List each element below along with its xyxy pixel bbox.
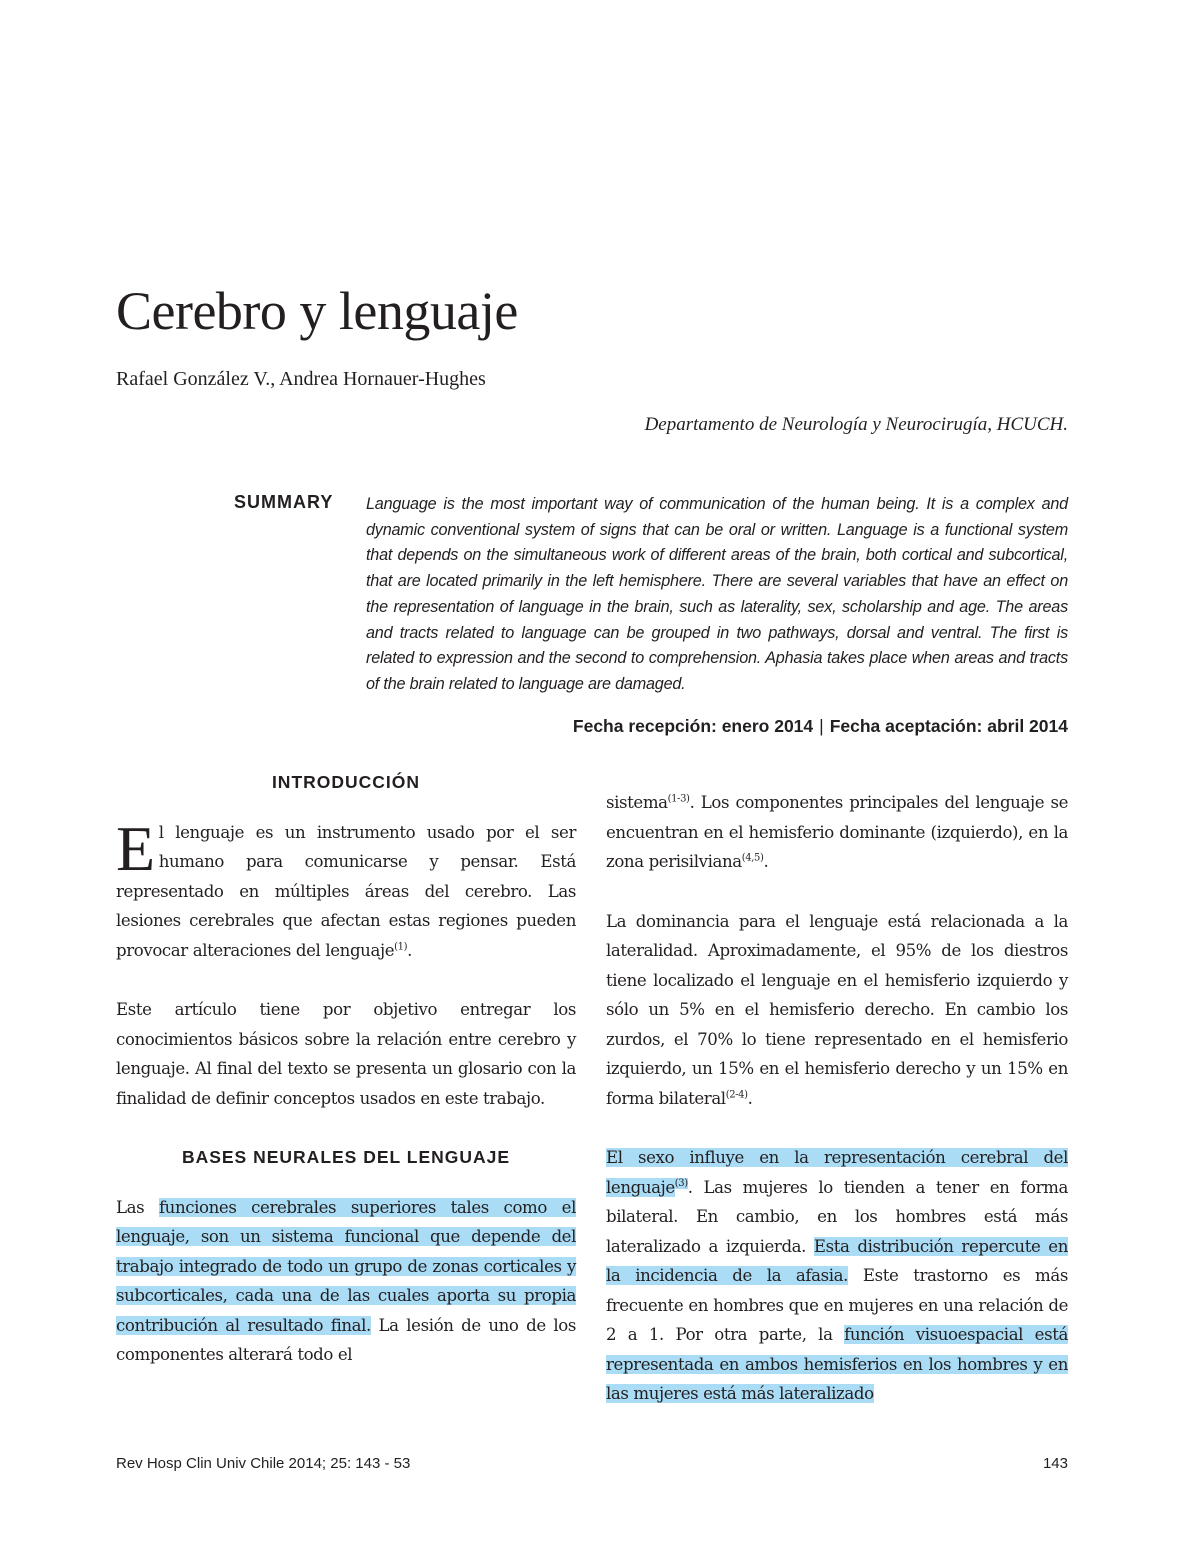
article-dates bbox=[573, 716, 1068, 737]
reference: (1) bbox=[394, 940, 408, 952]
article-affiliation: Departamento de Neurología y Neurocirugía, HCUCH. bbox=[644, 414, 1068, 435]
intro-paragraph-1[interactable] bbox=[116, 812, 576, 966]
right-column bbox=[606, 788, 1068, 1439]
date-accepted: Fecha aceptación: abril 2014 bbox=[829, 716, 1068, 736]
highlight-span[interactable]: son un sistema funcional que depende del trabajo integrado de todo un grupo de zonas corticales y subcorticales, cada una de las cuales aporta su propia contribución al resultado final. bbox=[116, 1227, 576, 1335]
text-span: . Los componentes principales del lenguaje se encuentran en el hemisferio dominante (izquierdo), en la zona perisilviana bbox=[606, 793, 1068, 871]
text-span: Las bbox=[116, 1197, 159, 1217]
page-number: 143 bbox=[1042, 1455, 1068, 1472]
summary-label: SUMMARY bbox=[234, 492, 334, 512]
reference: (1-3) bbox=[667, 793, 690, 805]
text-span: La dominancia para el lenguaje está relacionada a la lateralidad. Aproximadamente, el 95% de los diestros tiene localizado el lenguaje en el hemisferio izquierdo y sólo un 5% en el hemisferio derecho. En cambio los zurdos, el 70% lo tiene representado en el hemisferio izquierdo, un 15% en el hemisferio derecho y un 15% en forma bilateral bbox=[606, 911, 1068, 1108]
text-span: La lesión de uno de los componentes alterará todo el bbox=[116, 1315, 576, 1364]
reference: (2-4) bbox=[725, 1088, 748, 1100]
text-span: Este trastorno es más frecuente en hombres que en mujeres en una relación de 2 a 1. Por otra parte, la bbox=[606, 1266, 1068, 1344]
section-heading-introduccion: INTRODUCCIÓN bbox=[271, 772, 421, 792]
summary-text: Language is the most important way of communication of the human being. It is a complex and dynamic conventional system of signs that can be oral or written. Language is a functional system that depends on the simultaneous work of different areas of the brain, both cortical and subcortical, that are located primarily in the left hemisphere. There are several variables that have an effect on the representation of language in the brain, such as laterality, sex, scholarship and age. The areas and tracts related to language can be grouped in two pathways, dorsal and ventral. The first is related to expression and the second to comprehension. Aphasia takes place when areas and tracts of the brain related to language are damaged. bbox=[366, 495, 1068, 693]
right-paragraph-2[interactable] bbox=[606, 907, 1068, 1114]
highlight-span[interactable]: función visuoespacial está representada en ambos hemisferios en los hombres y en las mujeres está más lateralizado bbox=[606, 1325, 1068, 1403]
highlight-span[interactable]: El sexo influye en la representación cerebral del lenguaje bbox=[606, 1148, 1068, 1197]
date-received: Fecha recepción: enero 2014 bbox=[572, 716, 814, 736]
bases-paragraph-1[interactable] bbox=[116, 1193, 576, 1370]
article-title: Cerebro y lenguaje bbox=[116, 281, 518, 341]
footer-citation: Rev Hosp Clin Univ Chile 2014; 25: 143 - 53 bbox=[116, 1455, 411, 1472]
date-separator: | bbox=[819, 716, 824, 736]
highlight-span[interactable]: Esta distribución repercute en la incidencia de la afasia. bbox=[606, 1236, 1068, 1285]
drop-cap: E bbox=[116, 812, 155, 884]
right-paragraph-1[interactable] bbox=[606, 788, 1068, 877]
left-column bbox=[116, 768, 576, 1400]
section-heading-bases-neurales: BASES NEURALES DEL LENGUAJE bbox=[181, 1147, 511, 1167]
reference: (3) bbox=[674, 1177, 688, 1189]
intro-paragraph-1-text: l lenguaje es un instrumento usado por el ser humano para comunicarse y pensar. Está representado en múltiples áreas del cerebro. Las lesiones cerebrales que afectan estas regiones pueden provocar alteraciones del lenguaje bbox=[116, 822, 576, 960]
punctuation: . bbox=[407, 940, 412, 960]
reference: (4,5) bbox=[741, 852, 764, 864]
article-authors: Rafael González V., Andrea Hornauer-Hughes bbox=[116, 368, 486, 390]
text-span: sistema bbox=[606, 793, 668, 812]
punctuation: . bbox=[747, 1088, 753, 1108]
highlight-span[interactable]: funciones cerebrales superiores tales como el lenguaje, bbox=[116, 1197, 576, 1246]
intro-paragraph-2[interactable]: Este artículo tiene por objetivo entregar los conocimientos básicos sobre la relación entre cerebro y lenguaje. Al final del texto se presenta un glosario con la finalidad de definir conceptos usados en este trabajo. bbox=[116, 1000, 576, 1108]
right-paragraph-3[interactable] bbox=[606, 1143, 1068, 1409]
punctuation: . bbox=[763, 852, 769, 871]
text-span: . Las mujeres lo tienden a tener en forma bilateral. En cambio, en los hombres está más lateralizado a izquierda. bbox=[606, 1177, 1068, 1256]
